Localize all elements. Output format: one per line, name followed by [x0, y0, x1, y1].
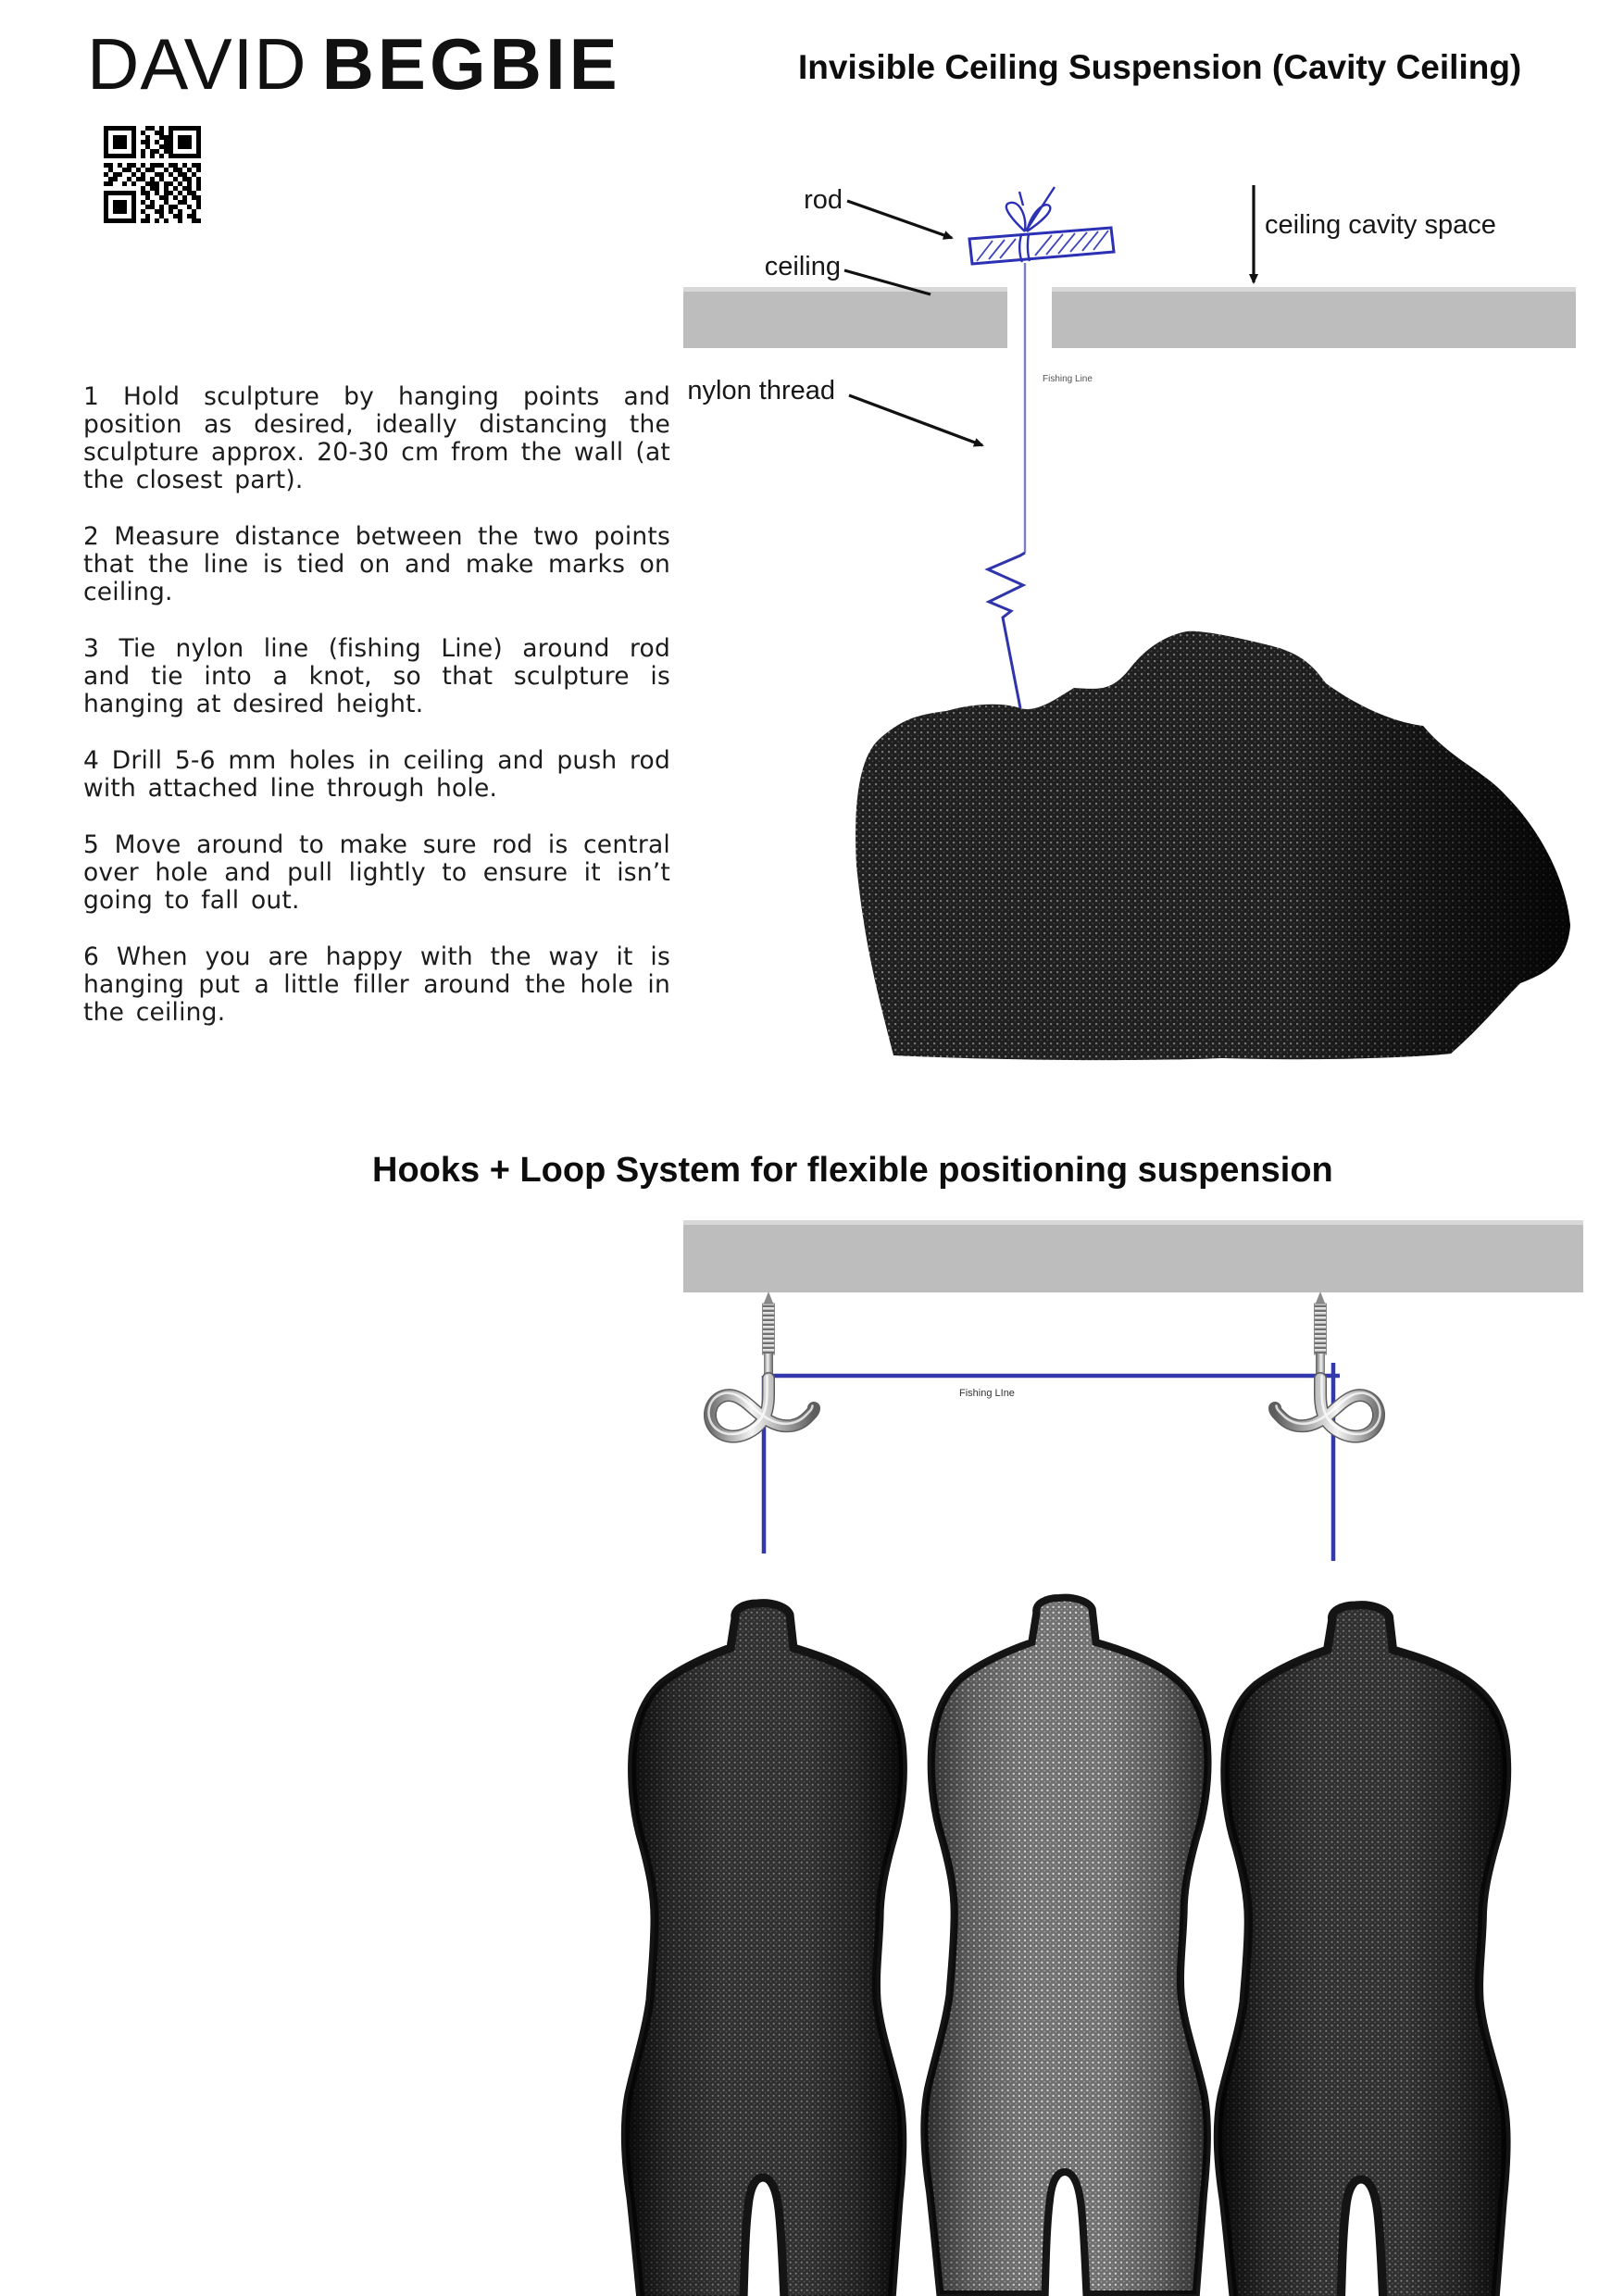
fishing-line-label-top: Fishing Line	[1043, 374, 1093, 384]
rod-label: rod	[804, 185, 843, 215]
cavity-label: ceiling cavity space	[1265, 210, 1496, 240]
section2-title: Hooks + Loop System for flexible positioning suspension	[372, 1151, 1333, 1190]
page-title: Invisible Ceiling Suspension (Cavity Ceiling)	[798, 48, 1522, 86]
instruction-step: 2 Measure distance between the two points that the line is tied on and make marks on ceiling.	[83, 522, 670, 606]
instruction-step: 5 Move around to make sure rod is central over hole and pull lightly to ensure it isn’t going to fall out.	[83, 830, 670, 915]
instruction-step: 1 Hold sculpture by hanging points and position as desired, ideally distancing the sculpture approx. 20-30 cm from the wall (at the closest part).	[83, 382, 670, 494]
ceiling-suspension-diagram	[667, 167, 1624, 1074]
brand-first: DAVID	[87, 23, 307, 105]
instruction-steps	[83, 383, 670, 1055]
ceiling-label: ceiling	[764, 252, 841, 281]
fishing-line-label-bottom: Fishing LIne	[959, 1388, 1015, 1399]
nylon-thread-label: nylon thread	[687, 376, 835, 406]
brand-last: BEGBIE	[321, 23, 621, 105]
instruction-step: 4 Drill 5-6 mm holes in ceiling and push rod with attached line through hole.	[83, 746, 670, 803]
hooks-loop-diagram	[602, 1204, 1624, 2296]
ceiling-hook-right-icon	[1275, 1292, 1380, 1437]
ceiling-hook-left-icon	[708, 1292, 814, 1437]
sculpture-triple	[625, 1598, 1506, 2296]
fishing-line-loop	[764, 1363, 1340, 1561]
sculpture-single	[856, 631, 1570, 1060]
ceiling-slab	[683, 1220, 1583, 1292]
ceiling-slabs	[683, 287, 1576, 348]
brand-logo	[87, 23, 621, 105]
instruction-step: 6 When you are happy with the way it is hanging put a little filler around the hole in the ceiling.	[83, 942, 670, 1027]
instruction-step: 3 Tie nylon line (fishing Line) around rod and tie into a knot, so that sculpture is hanging at desired height.	[83, 634, 670, 718]
rod-drawing	[969, 187, 1114, 264]
qr-code	[104, 126, 201, 223]
